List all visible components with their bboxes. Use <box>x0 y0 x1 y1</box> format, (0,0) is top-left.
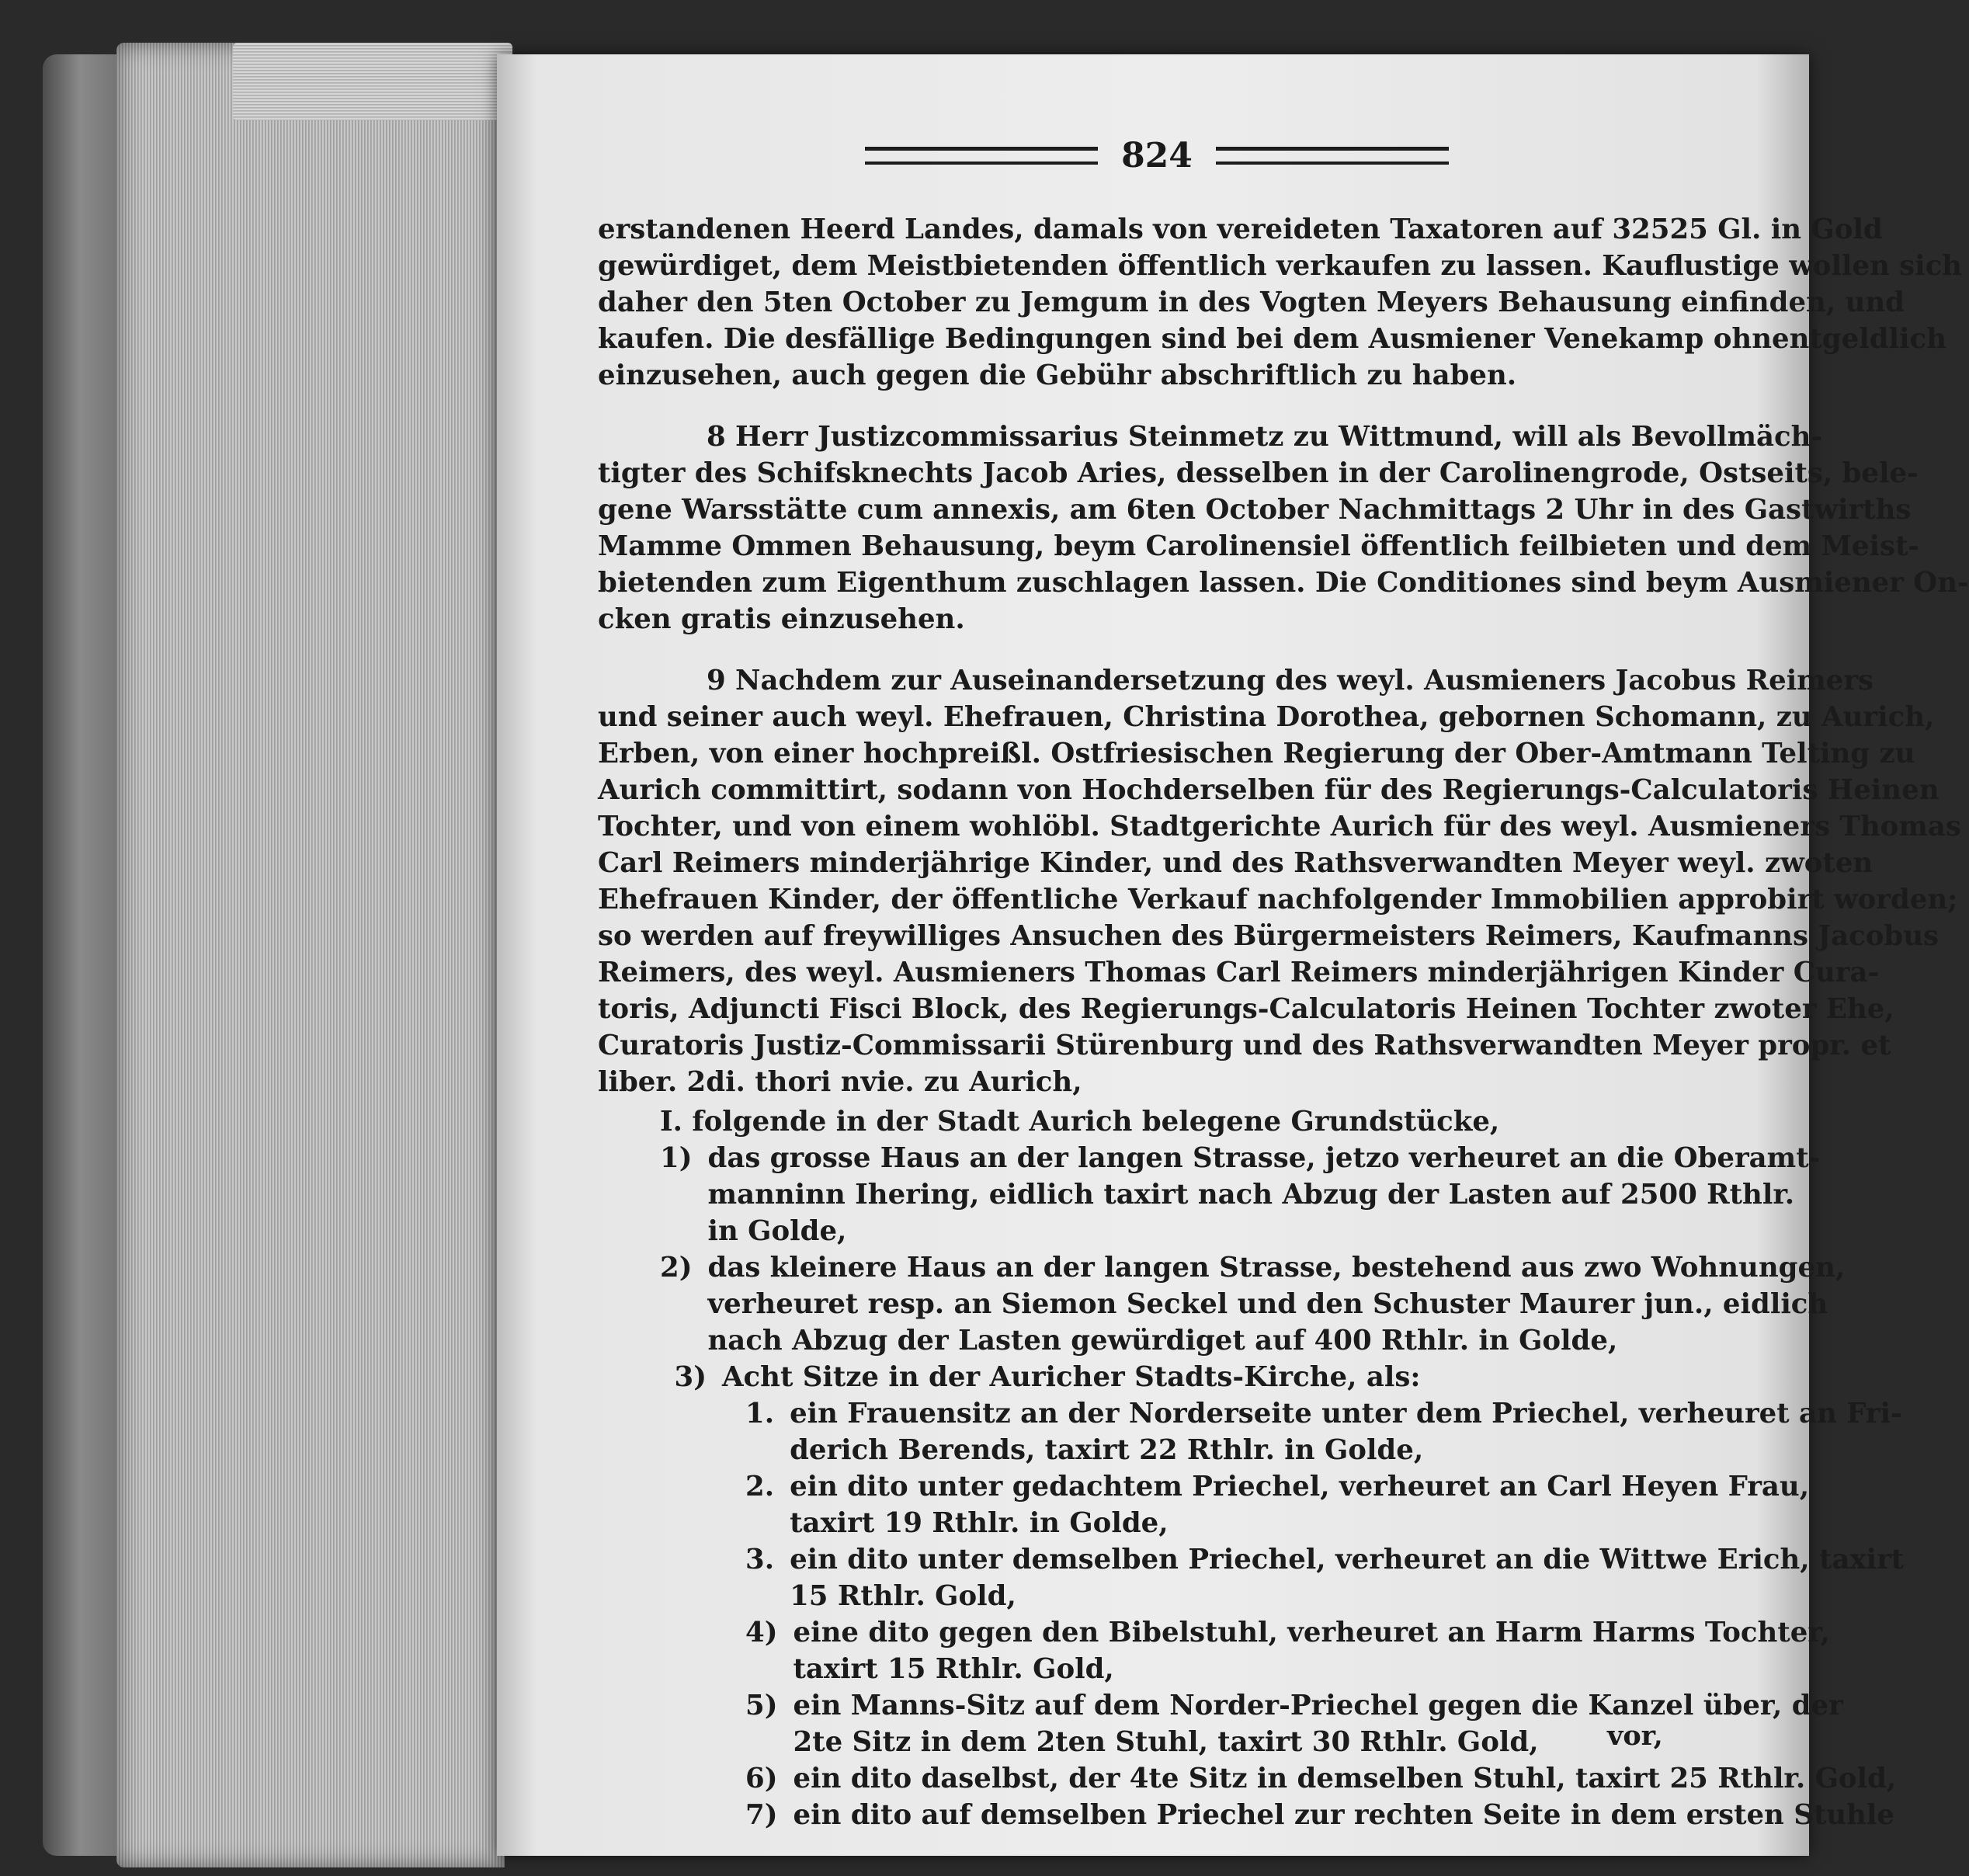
list-number: 1) <box>660 1142 693 1174</box>
text-line: ein Frauensitz an der Norderseite unter dem Priechel, verheuret an Fri- <box>790 1398 1902 1430</box>
sublist-text <box>794 1797 1894 1833</box>
page-text <box>598 211 1969 1833</box>
sublist-text <box>794 1614 1830 1687</box>
text-line: ein dito unter demselben Priechel, verheuret an die Wittwe Erich, taxirt <box>790 1544 1905 1575</box>
sublist-number: 2. <box>745 1471 775 1503</box>
sublist-item <box>745 1395 1902 1468</box>
text-line: Aurich committirt, sodann von Hochderselben für des Regierungs-Calculatoris Heinen <box>598 774 1939 806</box>
sublist-text <box>794 1760 1897 1797</box>
text-line: nach Abzug der Lasten gewürdiget auf 400 Rthlr. in Golde, <box>707 1325 1618 1357</box>
text-line: eine dito gegen den Bibelstuhl, verheuret an Harm Harms Tochter, <box>793 1617 1830 1648</box>
section-i-heading: I. folgende in der Stadt Aurich belegene Grundstücke, <box>660 1106 1500 1138</box>
text-line: Mamme Ommen Behausung, beym Carolinensiel öffentlich feilbieten und dem Meist- <box>598 530 1920 562</box>
text-line: taxirt 15 Rthlr. Gold, <box>793 1653 1114 1685</box>
text-line: 2te Sitz in dem 2ten Stuhl, taxirt 30 Rthlr. Gold, <box>793 1726 1539 1758</box>
page-edges <box>116 43 505 1867</box>
sublist-number: 4) <box>745 1617 778 1648</box>
sublist-text <box>790 1395 1902 1468</box>
text-line: taxirt 19 Rthlr. in Golde, <box>790 1507 1169 1539</box>
paragraph-9 <box>598 662 1961 1100</box>
list-text <box>722 1359 1716 1395</box>
sublist-item <box>745 1614 1830 1687</box>
text-line: gewürdiget, dem Meistbietenden öffentlich verkaufen zu lassen. Kauflustige wollen sich <box>598 250 1963 282</box>
text-line: verheuret resp. an Siemon Seckel und den Schuster Maurer jun., eidlich <box>707 1288 1828 1320</box>
text-line: erstandenen Heerd Landes, damals von vereideten Taxatoren auf 32525 Gl. in Gold <box>598 214 1883 245</box>
catchword: vor, <box>1607 1720 1663 1752</box>
subitem-list <box>598 1395 1905 1833</box>
text-line: Ehefrauen Kinder, der öffentliche Verkauf nachfolgender Immobilien approbirt worden; <box>598 884 1958 915</box>
list-text <box>708 1249 1846 1359</box>
sublist-number: 3. <box>745 1544 775 1575</box>
text-line: Acht Sitze in der Auricher Stadts-Kirche, als: <box>722 1361 1421 1393</box>
text-line: tigter des Schifsknechts Jacob Aries, desselben in der Carolinengrode, Ostseits, bele- <box>598 457 1919 489</box>
header-rule-right <box>1216 147 1449 165</box>
sublist-number: 1. <box>745 1398 775 1430</box>
list-text <box>708 1140 1821 1249</box>
text-line: cken gratis einzusehen. <box>598 603 965 635</box>
sublist-number: 5) <box>745 1690 778 1721</box>
text-line: bietenden zum Eigenthum zuschlagen lassen. Die Conditiones sind beym Ausmiener On- <box>598 567 1969 599</box>
text-line: Curatoris Justiz-Commissarii Stürenburg und des Rathsverwandten Meyer propr. et <box>598 1030 1891 1061</box>
list-item <box>660 1140 1821 1249</box>
sublist-text <box>794 1687 1843 1760</box>
sublist-item <box>745 1687 1843 1760</box>
text-line: ein Manns-Sitz auf dem Norder-Priechel gegen die Kanzel über, der <box>793 1690 1843 1721</box>
page-header <box>862 132 1452 179</box>
text-line: ein dito daselbst, der 4te Sitz in demselben Stuhl, taxirt 25 Rthlr. Gold, <box>793 1763 1897 1794</box>
list-item <box>660 1249 1846 1359</box>
text-line: Reimers, des weyl. Ausmieners Thomas Carl Reimers minderjährigen Kinder Cura- <box>598 957 1880 988</box>
sublist-item <box>745 1541 1905 1614</box>
sublist-text <box>790 1541 1904 1614</box>
text-line: Tochter, und von einem wohlöbl. Stadtgerichte Aurich für des weyl. Ausmieners Thomas <box>598 811 1961 842</box>
page-number: 824 <box>1121 135 1193 175</box>
text-line: das kleinere Haus an der langen Strasse, bestehend aus zwo Wohnungen, <box>707 1252 1846 1284</box>
sublist-item <box>745 1468 1810 1541</box>
text-line: 15 Rthlr. Gold, <box>790 1580 1016 1612</box>
text-line: in Golde, <box>707 1215 847 1247</box>
paragraph-8 <box>598 419 1969 637</box>
header-rule-left <box>865 147 1098 165</box>
sublist-item <box>745 1797 1894 1833</box>
sublist-text <box>790 1468 1809 1541</box>
item-list <box>598 1140 1846 1395</box>
text-line: toris, Adjuncti Fisci Block, des Regierungs-Calculatoris Heinen Tochter zwoter Ehe, <box>598 993 1894 1025</box>
sublist-number: 6) <box>745 1763 778 1794</box>
text-line: daher den 5ten October zu Jemgum in des Vogten Meyers Behausung einfinden, und <box>598 287 1905 318</box>
text-line: derich Berends, taxirt 22 Rthlr. in Golde, <box>790 1434 1424 1466</box>
text-line: ein dito auf demselben Priechel zur rechten Seite in dem ersten Stuhle <box>793 1799 1894 1831</box>
text-line: gene Warsstätte cum annexis, am 6ten October Nachmittags 2 Uhr in des Gastwirths <box>598 494 1912 526</box>
text-line: liber. 2di. thori nvie. zu Aurich, <box>598 1066 1082 1098</box>
sublist-item <box>745 1760 1897 1797</box>
paragraph-continued <box>598 211 1963 394</box>
list-number: 3) <box>674 1361 707 1393</box>
text-line: 8 Herr Justizcommissarius Steinmetz zu Wittmund, will als Bevollmäch- <box>707 421 1823 453</box>
list-number: 2) <box>660 1252 693 1284</box>
text-line: ein dito unter gedachtem Priechel, verheuret an Carl Heyen Frau, <box>790 1471 1810 1503</box>
text-line: kaufen. Die desfällige Bedingungen sind bei dem Ausmiener Venekamp ohnentgeldlich <box>598 323 1946 355</box>
text-line: einzusehen, auch gegen die Gebühr abschriftlich zu haben. <box>598 360 1517 391</box>
text-line: 9 Nachdem zur Auseinandersetzung des weyl. Ausmieners Jacobus Reimers <box>707 665 1874 697</box>
list-item <box>660 1359 1716 1395</box>
text-line: so werden auf freywilliges Ansuchen des Bürgermeisters Reimers, Kaufmanns Jacobus <box>598 920 1939 952</box>
text-line: das grosse Haus an der langen Strasse, jetzo verheuret an die Oberamt- <box>707 1142 1821 1174</box>
text-line: Carl Reimers minderjährige Kinder, und des Rathsverwandten Meyer weyl. zwoten <box>598 847 1874 879</box>
sublist-number: 7) <box>745 1799 778 1831</box>
text-line: manninn Ihering, eidlich taxirt nach Abzug der Lasten auf 2500 Rthlr. <box>707 1179 1795 1211</box>
text-line: und seiner auch weyl. Ehefrauen, Christina Dorothea, gebornen Schomann, zu Aurich, <box>598 701 1935 733</box>
text-line: Erben, von einer hochpreißl. Ostfriesischen Regierung der Ober-Amtmann Telting zu <box>598 738 1915 770</box>
page-edges-top <box>233 43 512 120</box>
